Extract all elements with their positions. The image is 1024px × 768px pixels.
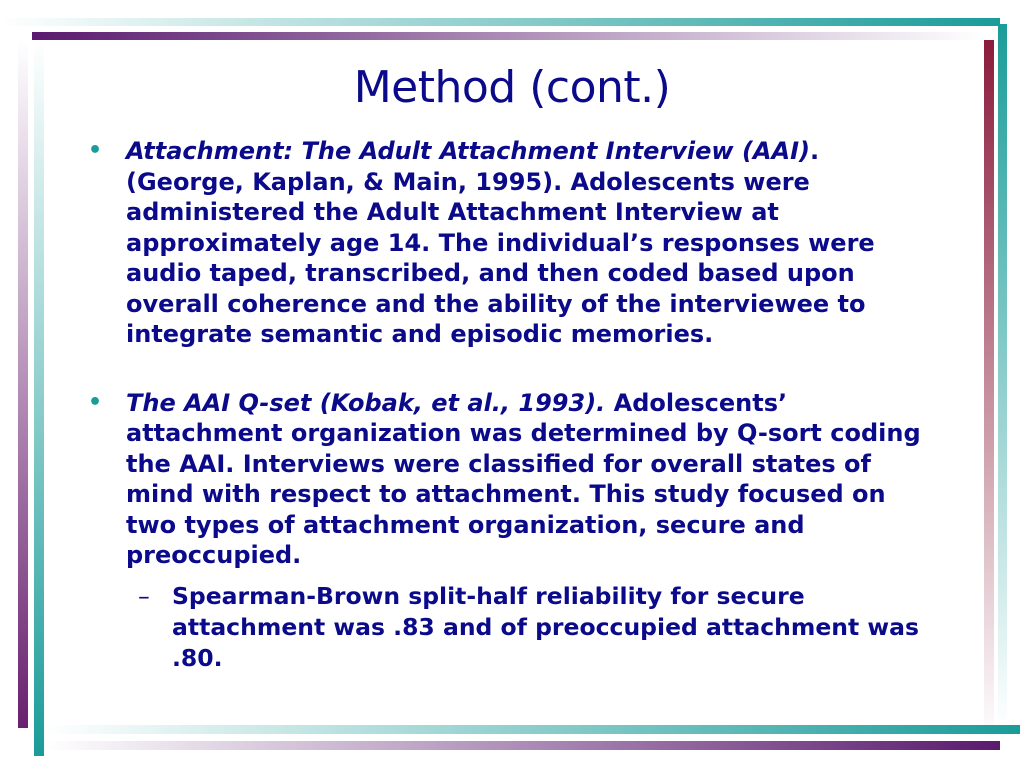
bullet-body-text: . (George, Kaplan, & Main, 1995). Adolescents were administered the Adult Attachment Interview at approximately age 14. The individual’s responses were audio taped, transcribed, and then coded based upon overall coherence and the ability of the interviewee to integrate semantic and episodic memories.: [126, 137, 875, 348]
bullet-body-text: Adolescents’ attachment organization was determined by Q-sort coding the AAI. Interviews were classified for overall states of mind with respect to attachment. This study focused on two types of attachment organization, secure and preoccupied.: [126, 388, 921, 569]
frame-left-purple-bar: [18, 40, 28, 728]
frame-top-purple-bar: [32, 32, 984, 40]
frame-left-teal-bar: [34, 40, 44, 756]
slide-body: [88, 136, 928, 674]
slide-title: Method (cont.): [353, 62, 671, 113]
bullet-dot-icon: •: [88, 138, 103, 163]
frame-top-teal-bar: [0, 18, 1000, 26]
sub-bullet-dash-icon: –: [138, 581, 150, 610]
frame-right-teal-bar: [998, 24, 1007, 728]
bullet-lead-text: Attachment: The Adult Attachment Interview (AAI): [126, 137, 810, 165]
sub-bullet-reliability: [126, 581, 928, 674]
bullet-dot-icon: •: [88, 389, 103, 415]
frame-bottom-purple-bar: [44, 741, 1000, 750]
frame-bottom-teal-bar: [44, 725, 1020, 734]
bullet-lead-text: The AAI Q-set (Kobak, et al., 1993).: [126, 388, 606, 417]
frame-right-purple-bar: [984, 40, 994, 740]
bullet-item-aai: [88, 136, 928, 350]
bullet-item-qset: [88, 388, 928, 674]
sub-bullet-text: Spearman-Brown split-half reliability for secure attachment was .83 and of preoccupied attachment was .80.: [172, 581, 919, 672]
